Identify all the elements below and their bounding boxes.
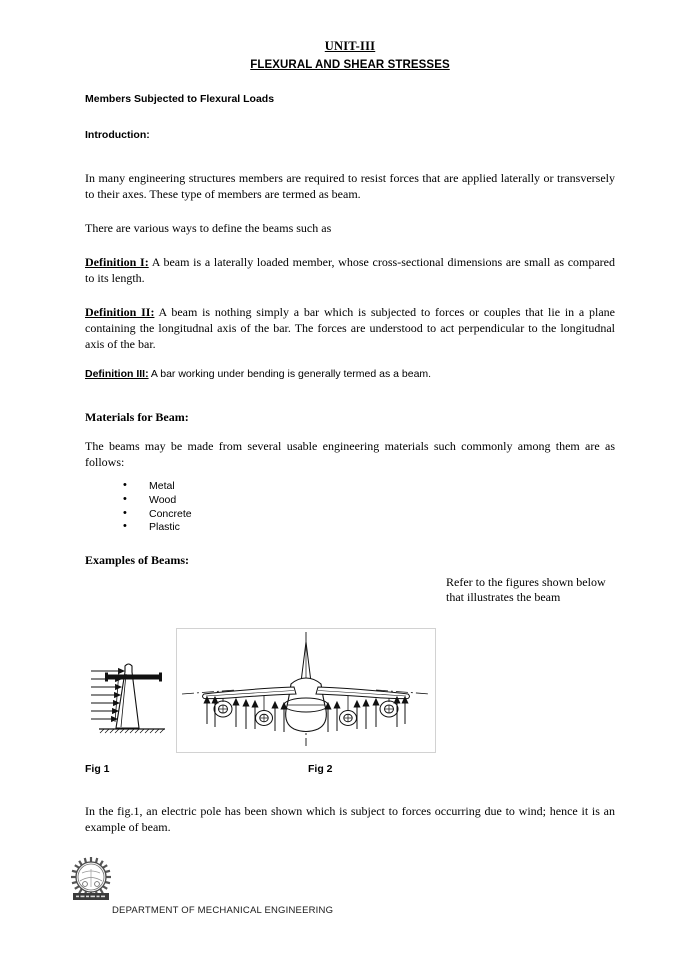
page-footer <box>64 853 624 923</box>
spacer <box>85 106 615 128</box>
definition-1-text: A beam is a laterally loaded member, whose cross-sectional dimensions are small as compared to its length. <box>85 255 616 285</box>
figure-1-caption: Fig 1 <box>85 763 110 775</box>
spacer <box>85 424 615 438</box>
paragraph-closing: In the fig.1, an electric pole has been shown which is subject to forces occurring due to wind; hence it is an example of beam. <box>85 804 615 834</box>
refer-to-figures-note: Refer to the figures shown below that illustrates the beam <box>446 575 606 604</box>
spacer <box>85 142 615 170</box>
list-item: • Concrete <box>123 508 615 522</box>
page-subtitle: FLEXURAL AND SHEAR STRESSES <box>250 59 450 71</box>
title-block <box>0 37 700 73</box>
spacer <box>85 470 615 480</box>
definition-3-label: Definition III: <box>85 368 149 380</box>
list-item: • Wood <box>123 494 615 508</box>
figure-2-caption: Fig 2 <box>308 763 333 775</box>
aircraft-front-view-diagram-icon <box>176 628 436 753</box>
definition-2-label: Definition II: <box>85 305 155 319</box>
heading-members-subjected: Members Subjected to Flexural Loads <box>85 93 275 105</box>
list-item: • Plastic <box>123 521 615 535</box>
definition-3 <box>85 366 615 382</box>
page-title: UNIT-III <box>324 39 376 53</box>
spacer <box>85 352 615 366</box>
materials-list <box>85 480 615 535</box>
spacer <box>85 382 615 410</box>
definition-2 <box>85 304 615 352</box>
gear-emblem-icon <box>66 853 116 910</box>
heading-materials-for-beam: Materials for Beam: <box>85 410 189 424</box>
figures-row <box>85 628 625 758</box>
definition-2-text: A beam is nothing simply a bar which is subjected to forces or couples that lie in a plane containing the longitudnal axis of the bar. The forces are understood to act perpendicular to the longitudnal axis of the bar. <box>85 305 616 351</box>
heading-examples-of-beams: Examples of Beams: <box>85 553 189 568</box>
footer-department-label: DEPARTMENT OF MECHANICAL ENGINEERING <box>112 905 334 916</box>
paragraph-materials: The beams may be made from several usable engineering materials such commonly among them are as follows: <box>85 439 615 469</box>
figure-captions <box>85 763 625 779</box>
definition-3-text: A bar working under bending is generally termed as a beam. <box>148 368 432 380</box>
electric-pole-diagram-icon <box>85 650 180 750</box>
spacer <box>85 236 615 254</box>
content-column <box>85 92 615 567</box>
figure-aircraft <box>176 628 436 753</box>
spacer <box>85 286 615 304</box>
definition-1 <box>85 254 615 286</box>
paragraph-ways-to-define: There are various ways to define the beams such as <box>85 221 332 235</box>
spacer <box>85 535 615 553</box>
spacer <box>85 202 615 220</box>
figure-electric-pole <box>85 650 180 750</box>
institution-emblem-icon <box>66 853 116 910</box>
list-item: • Metal <box>123 480 615 494</box>
definition-1-label: Definition I: <box>85 255 149 269</box>
paragraph-introduction: In many engineering structures members are required to resist forces that are applied laterally or transversely to their axes. These type of members are termed as beam. <box>85 171 615 201</box>
heading-introduction: Introduction: <box>85 129 150 141</box>
